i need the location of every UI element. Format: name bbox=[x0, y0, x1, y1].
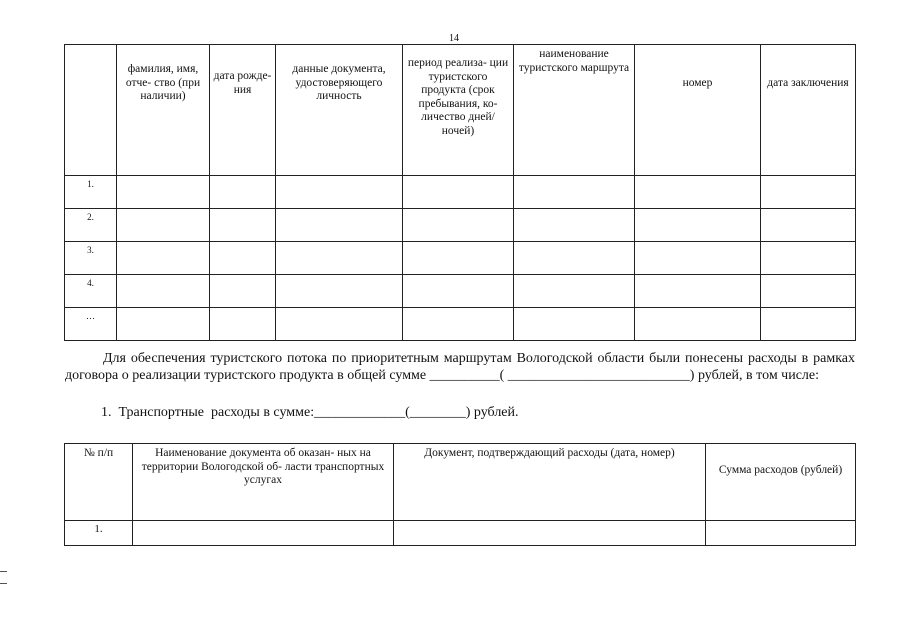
table-cell bbox=[635, 242, 761, 275]
header-id-document: данные документа, удостоверяющего личность bbox=[276, 45, 403, 176]
table-cell bbox=[635, 308, 761, 341]
table-row bbox=[65, 308, 856, 341]
table-cell bbox=[210, 242, 276, 275]
table-cell bbox=[117, 209, 210, 242]
table-cell bbox=[761, 176, 856, 209]
table-cell bbox=[276, 209, 403, 242]
tourists-table-header-row bbox=[65, 45, 856, 176]
table-cell bbox=[635, 176, 761, 209]
table-cell bbox=[133, 521, 394, 546]
table-cell bbox=[276, 242, 403, 275]
table-cell bbox=[117, 308, 210, 341]
table-cell bbox=[514, 242, 635, 275]
margin-mark bbox=[0, 571, 7, 572]
page-number: 14 bbox=[449, 33, 459, 44]
header-number: номер bbox=[635, 45, 761, 176]
table-cell bbox=[210, 275, 276, 308]
transport-table-header-row bbox=[65, 444, 856, 521]
header-expense-sum: Сумма расходов (рублей) bbox=[706, 444, 856, 521]
transport-expenses-table bbox=[64, 443, 856, 546]
table-cell bbox=[514, 308, 635, 341]
table-cell bbox=[117, 242, 210, 275]
table-row bbox=[65, 275, 856, 308]
row-number: 2. bbox=[65, 209, 117, 242]
table-row bbox=[65, 521, 856, 546]
table-cell bbox=[761, 275, 856, 308]
table-cell bbox=[635, 209, 761, 242]
row-number: … bbox=[65, 308, 117, 341]
table-cell bbox=[761, 209, 856, 242]
header-row-number: № п/п bbox=[65, 444, 133, 521]
table-cell bbox=[403, 275, 514, 308]
header-birth-date: дата рожде- ния bbox=[210, 45, 276, 176]
header-document-name: Наименование документа об оказан- ных на территории Вологодской об- ласти транспортных услугах bbox=[133, 444, 394, 521]
table-cell bbox=[276, 308, 403, 341]
table-cell bbox=[210, 176, 276, 209]
header-period: период реализа- ции туристского продукта (срок пребывания, ко- личество дней/ночей) bbox=[403, 45, 514, 176]
table-cell bbox=[276, 275, 403, 308]
header-blank bbox=[65, 45, 117, 176]
table-cell bbox=[403, 308, 514, 341]
row-number: 1. bbox=[65, 521, 133, 546]
table-cell bbox=[210, 308, 276, 341]
table-cell bbox=[210, 209, 276, 242]
table-cell bbox=[635, 275, 761, 308]
row-number: 1. bbox=[65, 176, 117, 209]
table-cell bbox=[403, 242, 514, 275]
row-number: 4. bbox=[65, 275, 117, 308]
header-confirming-document: Документ, подтверждающий расходы (дата, номер) bbox=[394, 444, 706, 521]
table-row bbox=[65, 209, 856, 242]
table-cell bbox=[761, 242, 856, 275]
row-number: 3. bbox=[65, 242, 117, 275]
table-cell bbox=[117, 176, 210, 209]
table-cell bbox=[514, 176, 635, 209]
header-contract-date: дата заключения bbox=[761, 45, 856, 176]
table-row bbox=[65, 242, 856, 275]
header-full-name: фамилия, имя, отче- ство (при наличии) bbox=[117, 45, 210, 176]
margin-mark bbox=[0, 583, 7, 584]
table-cell bbox=[403, 176, 514, 209]
transport-expenses-line: 1. Транспортные расходы в сумме:_____________(________) рублей. bbox=[101, 405, 519, 420]
table-cell bbox=[117, 275, 210, 308]
expenses-paragraph: Для обеспечения туристского потока по приоритетным маршрутам Вологодской области были понесены расходы в рамках договора о реализации туристского продукта в общей сумме __________( __________________________) рублей, в том числе: bbox=[65, 351, 855, 383]
tourists-table bbox=[64, 44, 856, 341]
table-cell bbox=[403, 209, 514, 242]
table-cell bbox=[394, 521, 706, 546]
table-cell bbox=[276, 176, 403, 209]
table-cell bbox=[761, 308, 856, 341]
header-route-name: наименование туристского маршрута bbox=[514, 45, 635, 176]
table-row bbox=[65, 176, 856, 209]
table-cell bbox=[514, 209, 635, 242]
table-cell bbox=[514, 275, 635, 308]
table-cell bbox=[706, 521, 856, 546]
